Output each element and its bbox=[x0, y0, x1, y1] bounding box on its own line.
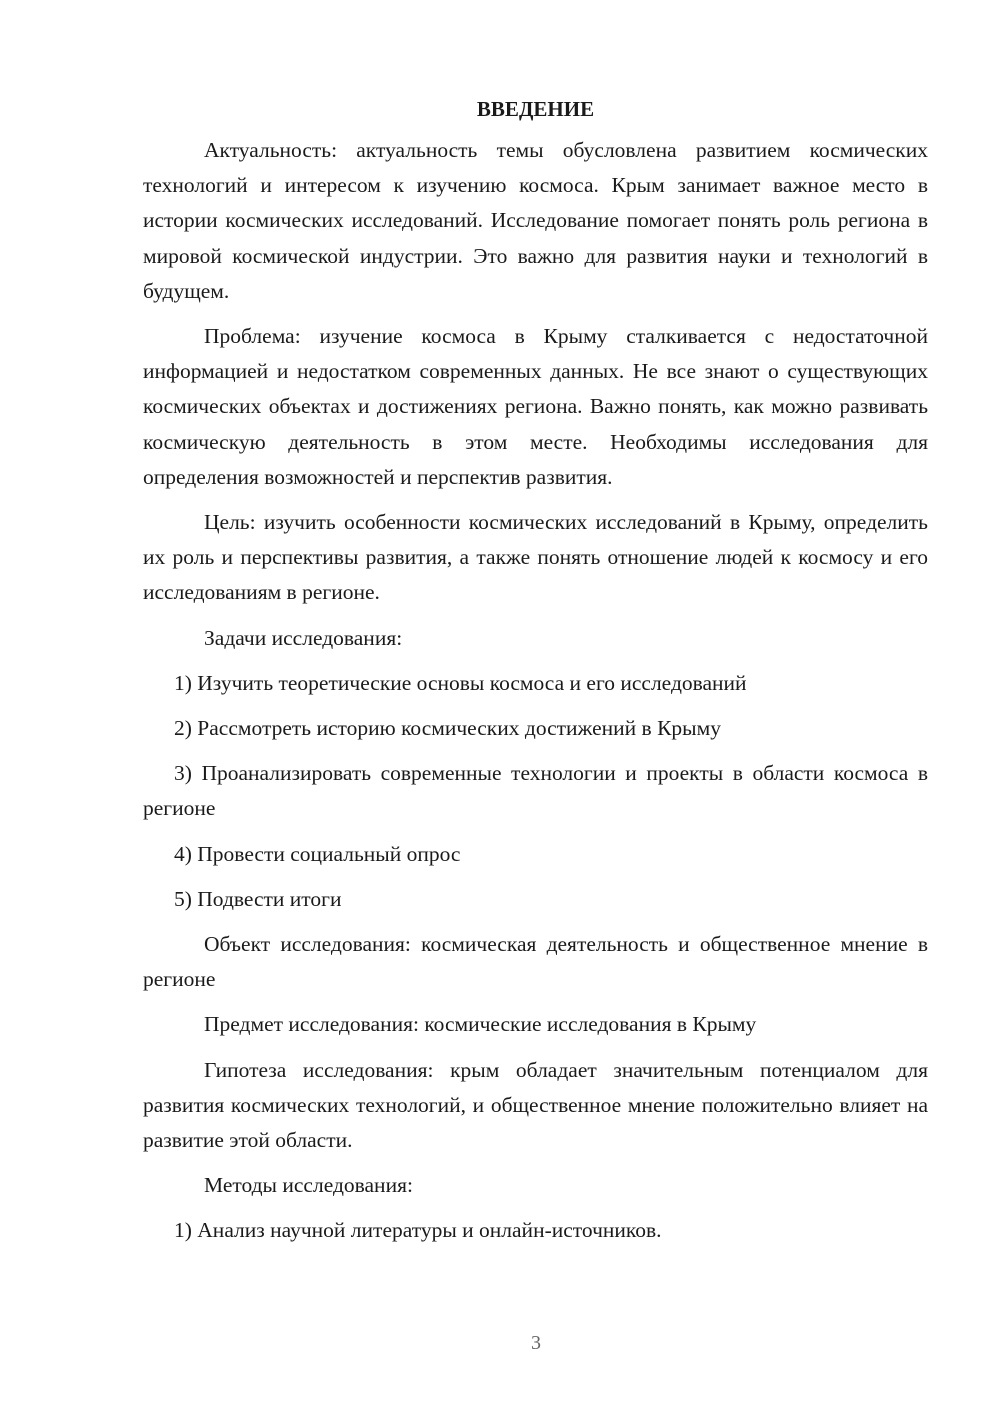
task-item: 2) Рассмотреть историю космических достижений в Крыму bbox=[174, 716, 721, 741]
problem-paragraph: Проблема: изучение космоса в Крыму сталкивается с недостаточной информацией и недостатком современных данных. Не все знают о существующих космических объектах и достижениях региона. Важно понять, как можно развивать космическую деятельность в этом месте. Необходимы исследования для определения возможностей и перспектив развития. bbox=[143, 324, 928, 489]
task-item: 1) Изучить теоретические основы космоса и его исследований bbox=[174, 670, 747, 695]
page-number: 3 bbox=[531, 1332, 541, 1354]
task-item: 4) Провести социальный опрос bbox=[174, 841, 461, 866]
hypothesis-paragraph: Гипотеза исследования: крым обладает значительным потенциалом для развития космических технологий, и общественное мнение положительно влияет на развитие этой области. bbox=[143, 1057, 928, 1153]
section-title: ВВЕДЕНИЕ bbox=[476, 97, 595, 121]
methods-heading: Методы исследования: bbox=[204, 1173, 413, 1198]
task-item: 3) Проанализировать современные технологии и проекты в области космоса в регионе bbox=[143, 761, 928, 821]
task-item: 5) Подвести итоги bbox=[174, 886, 342, 911]
subject-paragraph: Предмет исследования: космические исследования в Крыму bbox=[204, 1012, 757, 1037]
tasks-heading: Задачи исследования: bbox=[204, 625, 403, 650]
document-page bbox=[143, 92, 928, 1259]
object-paragraph: Объект исследования: космическая деятельность и общественное мнение в регионе bbox=[143, 932, 928, 992]
method-item: 1) Анализ научной литературы и онлайн-источников. bbox=[174, 1218, 662, 1243]
relevance-paragraph: Актуальность: актуальность темы обусловлена развитием космических технологий и интересом к изучению космоса. Крым занимает важное место в истории космических исследований. Исследование помогает понять роль региона в мировой космической индустрии. Это важно для развития науки и технологий в будущем. bbox=[143, 138, 928, 303]
goal-paragraph: Цель: изучить особенности космических исследований в Крыму, определить их роль и перспективы развития, а также понять отношение людей к космосу и его исследованиям в регионе. bbox=[143, 510, 928, 605]
